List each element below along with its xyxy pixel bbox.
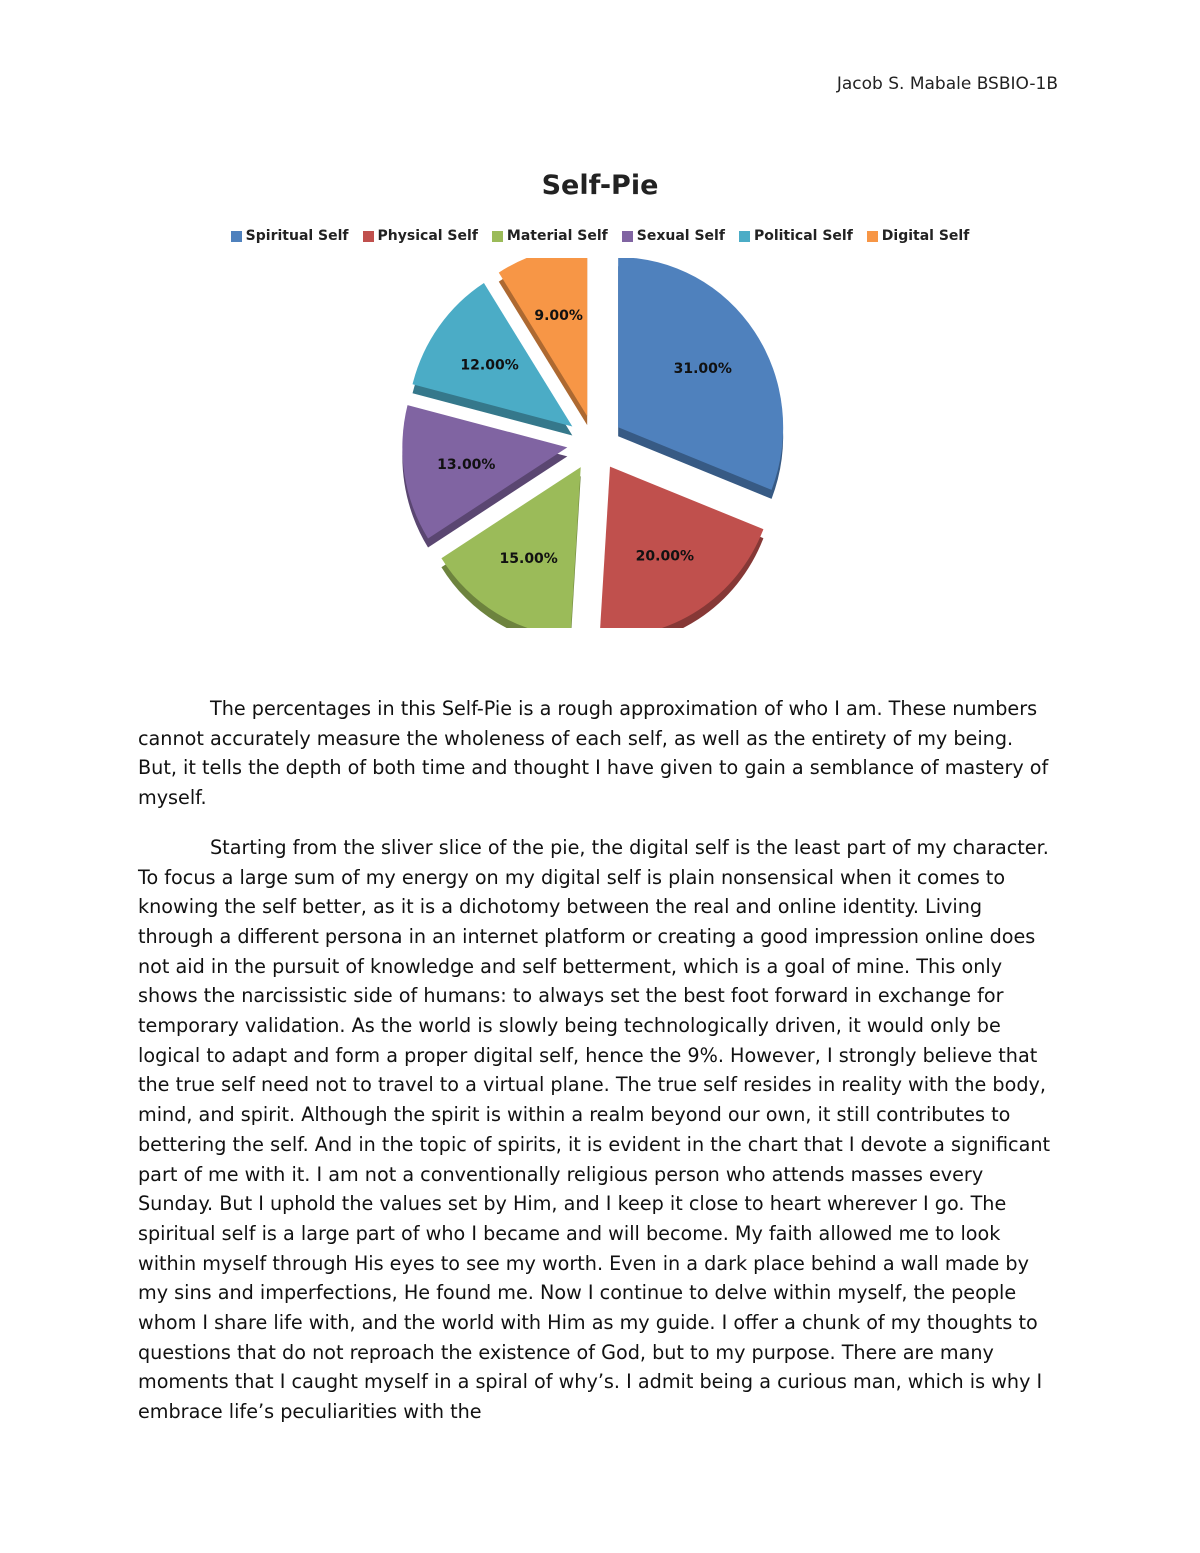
essay-body [138,694,1058,1447]
legend-label: Material Self [506,228,608,244]
legend-label: Political Self [753,228,853,244]
legend-swatch [739,231,750,242]
pie-data-label: 31.00% [673,361,732,378]
legend-item-material-self [492,228,608,244]
legend-item-spiritual-self [231,228,349,244]
legend-label: Spiritual Self [245,228,349,244]
legend-swatch [492,231,503,242]
legend-item-political-self [739,228,853,244]
legend-item-digital-self [867,228,970,244]
author-header: Jacob S. Mabale BSBIO-1B [836,74,1058,94]
legend-swatch [867,231,878,242]
chart-legend [0,228,1200,244]
pie-svg [390,258,810,628]
legend-label: Physical Self [377,228,478,244]
legend-item-sexual-self [622,228,725,244]
legend-swatch [231,231,242,242]
pie-data-label: 12.00% [460,357,519,374]
legend-swatch [363,231,374,242]
paragraph-intro: The percentages in this Self-Pie is a rough approximation of who I am. These numbers cannot accurately measure the wholeness of each self, as well as the entirety of my being. But, it tells the depth of both time and thought I have given to gain a semblance of mastery of myself. [138,697,1049,810]
pie-slice-physical-self [600,467,764,628]
legend-label: Sexual Self [636,228,725,244]
pie-data-label: 13.00% [437,456,496,473]
pie-data-label: 15.00% [499,550,558,567]
legend-item-physical-self [363,228,478,244]
paragraph-digital-self: Starting from the sliver slice of the pie, the digital self is the least part of my character. To focus a large sum of my energy on my digital self is plain nonsensical when it comes to knowing the self better, as it is a dichotomy between the real and online identity. Living through a different persona in an internet platform or creating a good impression online does not aid in the pursuit of knowledge and self betterment, which is a goal of mine. This only shows the narcissistic side of humans: to always set the best foot forward in exchange for temporary validation. As the world is slowly being technologically driven, it would only be logical to adapt and form a proper digital self, hence the 9%. However, I strongly believe that the true self need not to travel to a virtual plane. The true self resides in reality with the body, mind, and spirit. Although the spirit is within a realm beyond our own, it still contributes to bettering the self. And in the topic of spirits, it is evident in the chart that I devote a significant part of me with it. I am not a conventionally religious person who attends masses every Sunday. But I uphold the values set by Him, and I keep it close to heart wherever I go. The spiritual self is a large part of who I became and will become. My faith allowed me to look within myself through His eyes to see my worth. Even in a dark place behind a wall made by my sins and imperfections, He found me. Now I continue to delve within myself, the people whom I share life with, and the world with Him as my guide. I offer a chunk of my thoughts to questions that do not reproach the existence of God, but to my purpose. There are many moments that I caught myself in a spiral of why’s. I admit being a curious man, which is why I embrace life’s peculiarities with the [138,835,1051,1424]
chart-title: Self-Pie [541,170,659,201]
pie-data-label: 9.00% [534,307,583,324]
legend-swatch [622,231,633,242]
pie-data-label: 20.00% [635,548,694,565]
legend-label: Digital Self [881,228,970,244]
pie-chart [0,160,1200,640]
